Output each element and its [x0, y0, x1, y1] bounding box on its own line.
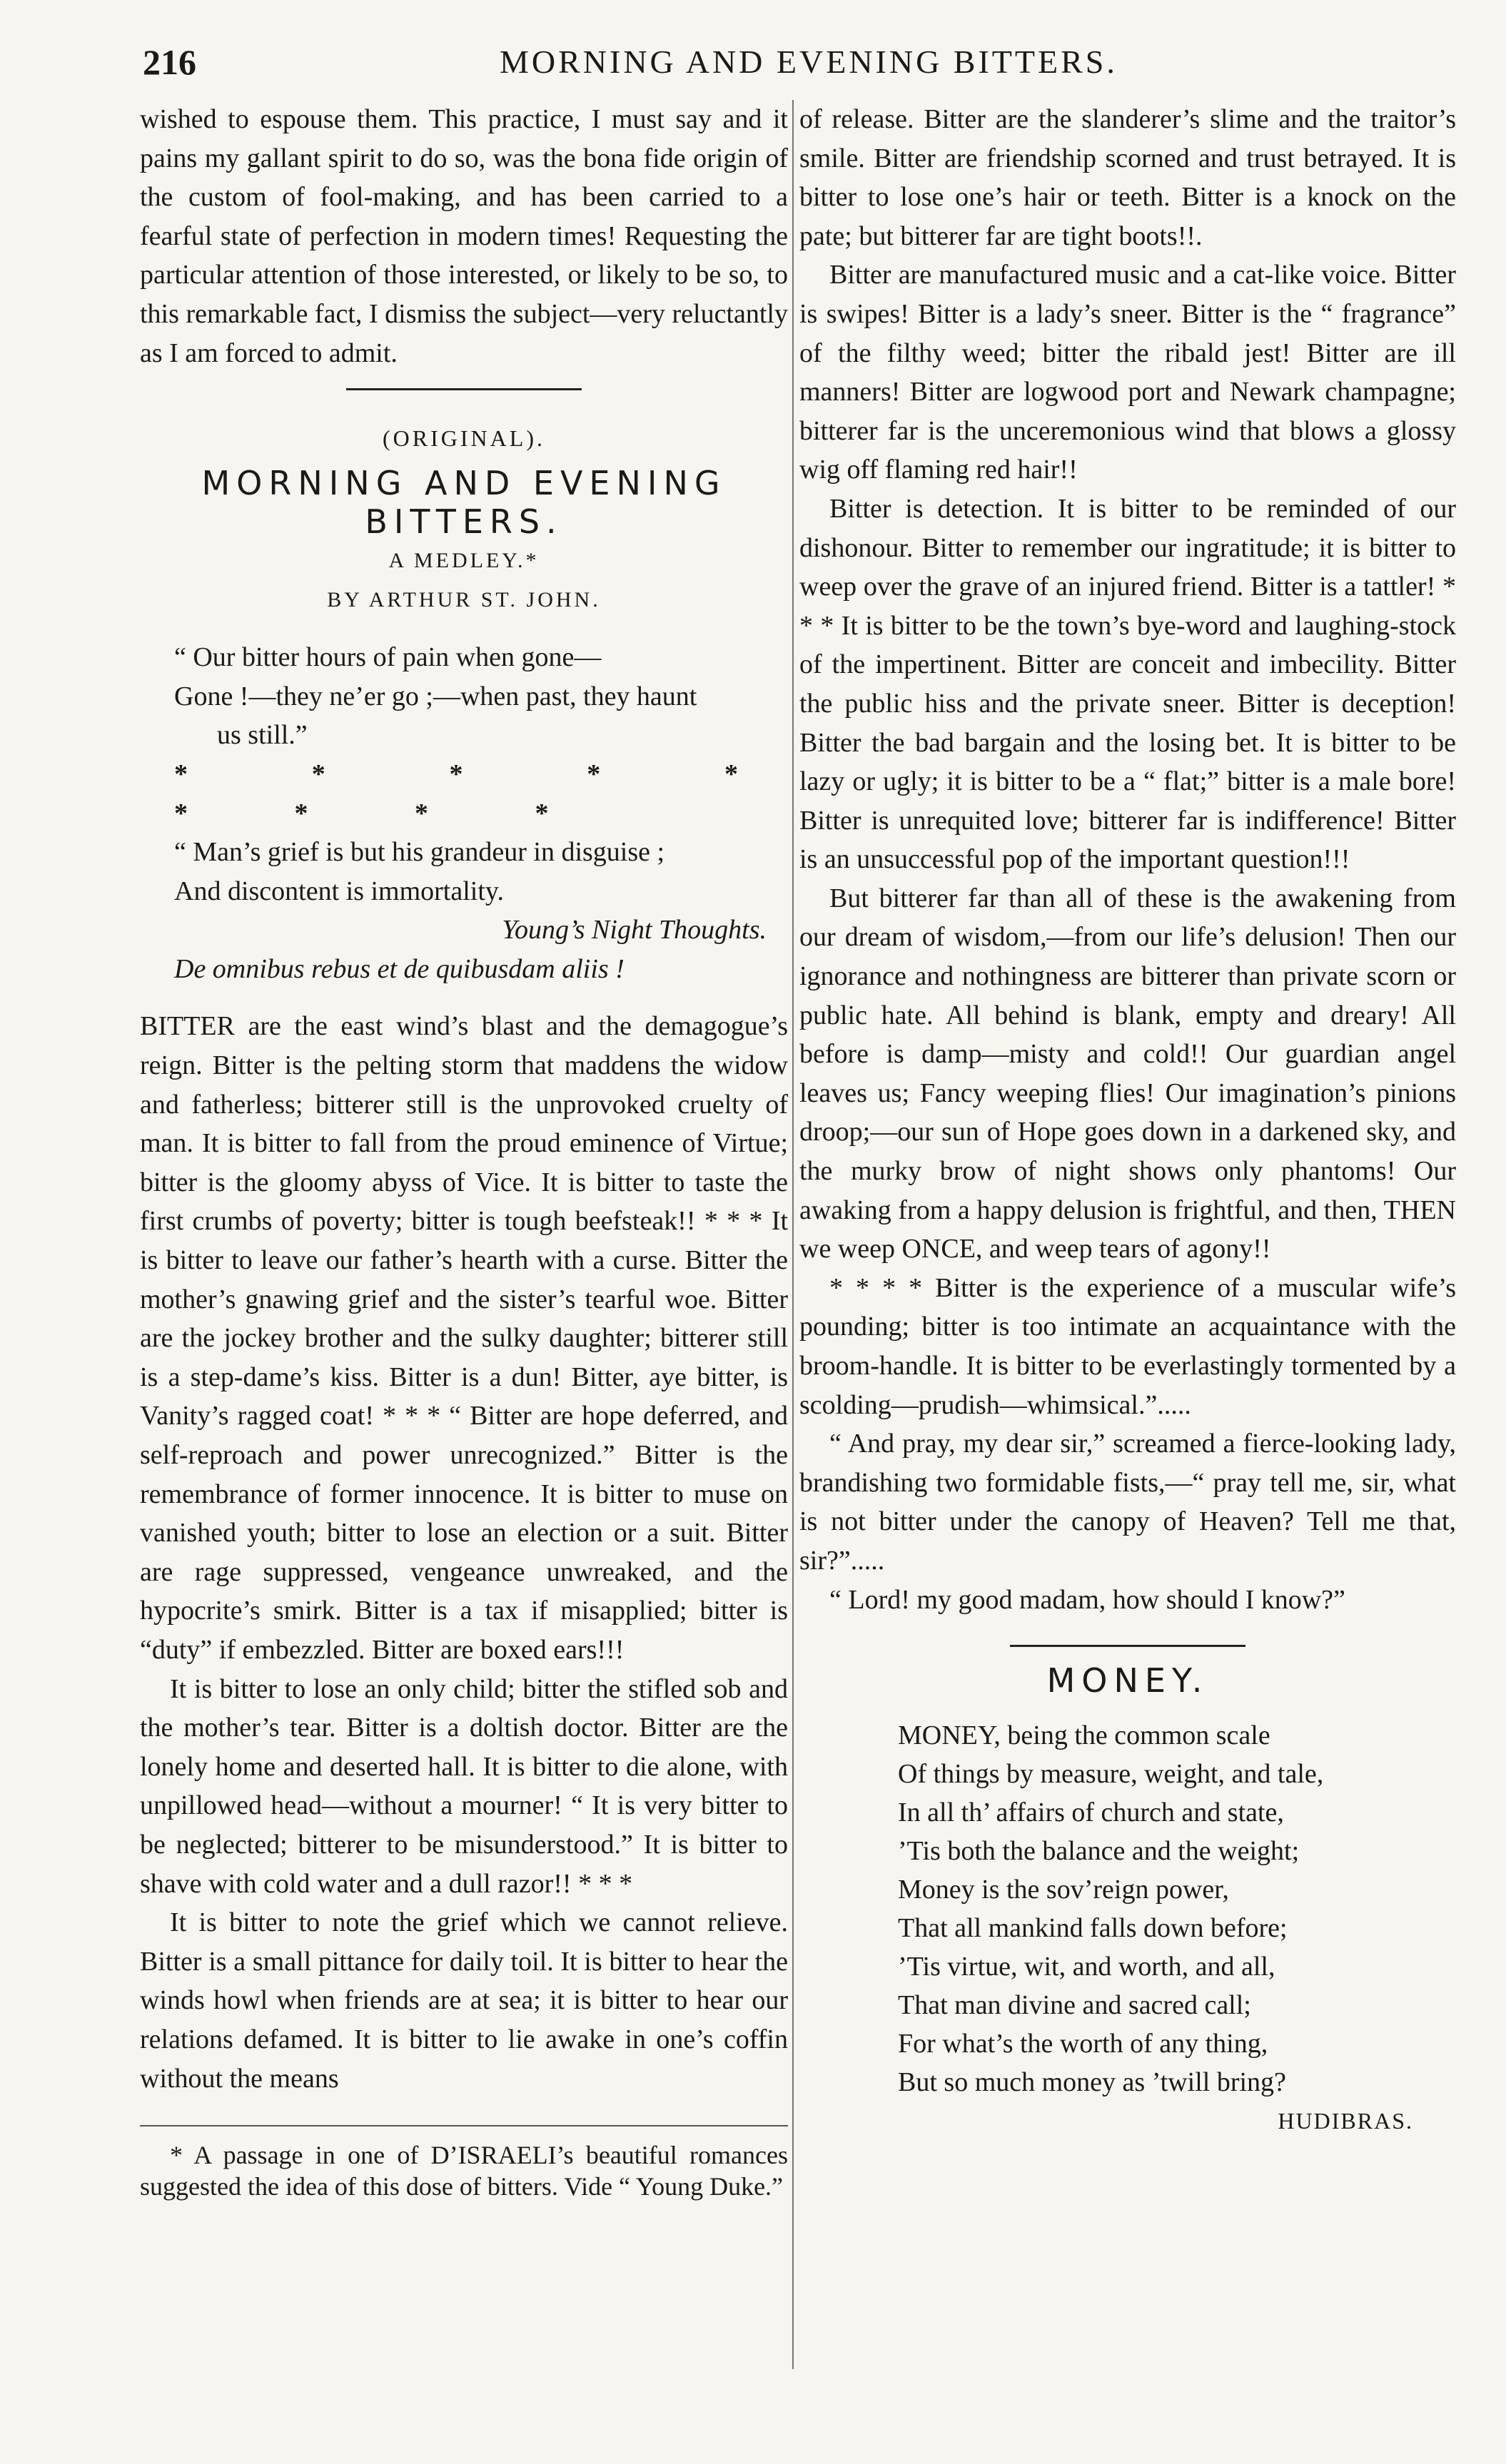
epigraph-stars: * * * * * * * * * — [174, 759, 788, 828]
body-paragraph: Bitter is detection. It is bitter to be reminded of our dishonour. Bitter to remember our ingratitude; it is bitter to weep over the grave of an injured friend. Bitter is a tattler! * * * It is bitter to be the town’s bye-word and laughing-stock of the impertinent. Bitter are conceit and imbecility. Bitter the public hiss and the private sneer. Bitter is deception! Bitter the bad bargain and the losing bet. It is bitter to be lazy or ugly; it is bitter to be a “ flat;” bitter is a male bore! Bitter is unrequited love; bitterer far is indifference! Bitter is an unsuccessful pop of the important question!!! — [799, 493, 1456, 875]
latin-motto: De omnibus rebus et de quibusdam aliis ! — [174, 953, 625, 984]
article-title: MORNING AND EVENING BITTERS. — [201, 463, 727, 542]
poem-line: For what’s the worth of any thing, — [898, 2028, 1268, 2059]
epigraph-line: us still.” — [217, 720, 308, 751]
column-divider — [792, 100, 794, 2369]
left-column — [140, 100, 788, 2202]
poem-line: That all mankind falls down before; — [898, 1912, 1288, 1943]
epigraph-attribution: Young’s Night Thoughts. — [502, 915, 767, 945]
footnote: * A passage in one of D’ISRAELI’s beautiful romances suggested the idea of this dose of bitters. Vide “ Young Duke.” — [140, 2141, 788, 2201]
body-paragraph: * * * * Bitter is the experience of a muscular wife’s pounding; bitter is too intimate an acquaintance with the broom-handle. It is bitter to be everlastingly tormented by a scolding—prudish—whimsical.”..... — [799, 1272, 1456, 1420]
epigraph-line: And discontent is immortality. — [174, 876, 504, 906]
poem-line: Money is the sov’reign power, — [898, 1874, 1229, 1905]
body-paragraph: BITTER are the east wind’s blast and the demagogue’s reign. Bitter is the pelting storm that maddens the widow and fatherless; bitterer still is the unprovoked cruelty of man. It is bitter to fall from the proud eminence of Virtue; bitter is the gloomy abyss of Vice. It is bitter to taste the first crumbs of poverty; bitter is tough beefsteak!! * * * It is bitter to leave our father’s hearth with a curse. Bitter the mother’s gnawing grief and the sister’s tearful woe. Bitter are the jockey brother and the sulky daughter; bitterer still is a step-dame’s kiss. Bitter is a dun! Bitter, aye bitter, is Vanity’s ragged coat! * * * “ Bitter are hope deferred, and self-reproach and power unrecognized.” Bitter is the remembrance of former innocence. It is bitter to muse on vanished youth; bitter to lose an election or a suit. Bitter are rage suppressed, vengeance unwreaked, and the hypocrite’s smirk. Bitter is a tax if misapplied; bitter is “duty” if embezzled. Bitter are boxed ears!!! — [140, 1011, 788, 1665]
article-subtitle: A MEDLEY.* — [388, 548, 540, 572]
page-header — [143, 41, 1463, 91]
poem-line: ’Tis both the balance and the weight; — [898, 1835, 1300, 1866]
original-label: (ORIGINAL). — [383, 425, 545, 452]
poem-line: Of things by measure, weight, and tale, — [898, 1758, 1324, 1789]
section-rule — [1010, 1645, 1245, 1647]
article-byline: BY ARTHUR ST. JOHN. — [327, 587, 601, 612]
poem-line: But so much money as ’twill bring? — [898, 2067, 1286, 2097]
section-rule — [346, 388, 582, 390]
epigraph-line: Gone !—they ne’er go ;—when past, they haunt — [174, 681, 697, 711]
footnote-rule — [140, 2125, 788, 2126]
page-number: 216 — [143, 42, 196, 82]
right-column — [799, 100, 1456, 2140]
body-paragraph: of release. Bitter are the slanderer’s slime and the traitor’s smile. Bitter are friendship scorned and trust betrayed. It is bitter to lose one’s hair or teeth. Bitter is a knock on the pate; but bitterer far are tight boots!!. — [799, 104, 1456, 251]
epigraph-line: “ Our bitter hours of pain when gone— — [174, 642, 602, 673]
body-paragraph: It is bitter to lose an only child; bitter the stifled sob and the mother’s tear. Bitter is a doltish doctor. Bitter are the lonely home and deserted hall. It is bitter to die alone, with unpillowed head—without a mourner! “ It is very bitter to be neglected; bitterer to be misunderstood.” It is bitter to shave with cold water and a dull razor!! * * * — [140, 1673, 788, 1899]
body-paragraph: “ And pray, my dear sir,” screamed a fierce-looking lady, brandishing two formidable fists,—“ pray tell me, sir, what is not bitter under the canopy of Heaven? Tell me that, sir?”..... — [799, 1429, 1456, 1576]
poem-line: That man divine and sacred call; — [898, 1989, 1251, 2020]
poem-line: MONEY, being the common scale — [898, 1720, 1270, 1750]
poem-line: In all th’ affairs of church and state, — [898, 1797, 1284, 1827]
poem-line: ’Tis virtue, wit, and worth, and all, — [898, 1951, 1275, 1982]
body-paragraph: But bitterer far than all of these is the awakening from our dream of wisdom,—from our life’s delusion! Then our ignorance and nothingness are bitterer than private scorn or public hate. All behind is blank, empty and dreary! All before is damp—misty and cold!! Our guardian angel leaves us; Fancy weeping flies! Our imagination’s pinions droop;—our sun of Hope goes down in a darkened sky, and the murky brow of night shows only phantoms! Our awaking from a happy delusion is frightful, and then, THEN we weep ONCE, and weep tears of agony!! — [799, 883, 1456, 1264]
poem-title: MONEY. — [1046, 1661, 1209, 1700]
epigraph — [174, 638, 784, 755]
running-title: MORNING AND EVENING BITTERS. — [500, 44, 1118, 80]
epigraph-continued — [174, 833, 784, 911]
poem-attribution: HUDIBRAS. — [1278, 2107, 1413, 2134]
body-paragraph: Bitter are manufactured music and a cat-like voice. Bitter is swipes! Bitter is a lady’s sneer. Bitter is the “ fragrance” of the filthy weed; bitter the ribald jest! Bitter are ill manners! Bitter are logwood port and Newark champagne; bitterer far is the unceremonious wind that blows a glossy wig off flaming red hair!! — [799, 260, 1456, 485]
poem — [898, 1716, 1456, 2102]
body-paragraph: It is bitter to note the grief which we cannot relieve. Bitter is a small pittance for daily toil. It is bitter to hear the winds howl when friends are at sea; it is bitter to hear our relations defamed. It is bitter to lie awake in one’s coffin without the means — [140, 1907, 788, 2094]
body-paragraph: “ Lord! my good madam, how should I know?” — [829, 1584, 1345, 1615]
epigraph-line: “ Man’s grief is but his grandeur in disguise ; — [174, 837, 665, 868]
continuation-paragraph: wished to espouse them. This practice, I must say and it pains my gallant spirit to do so, was the bona fide origin of the custom of fool-making, and has been carried to a fearful state of perfection in modern times! Requesting the particular attention of those interested, or likely to be so, to this remarkable fact, I dismiss the subject—very reluctantly as I am forced to admit. — [140, 104, 788, 368]
